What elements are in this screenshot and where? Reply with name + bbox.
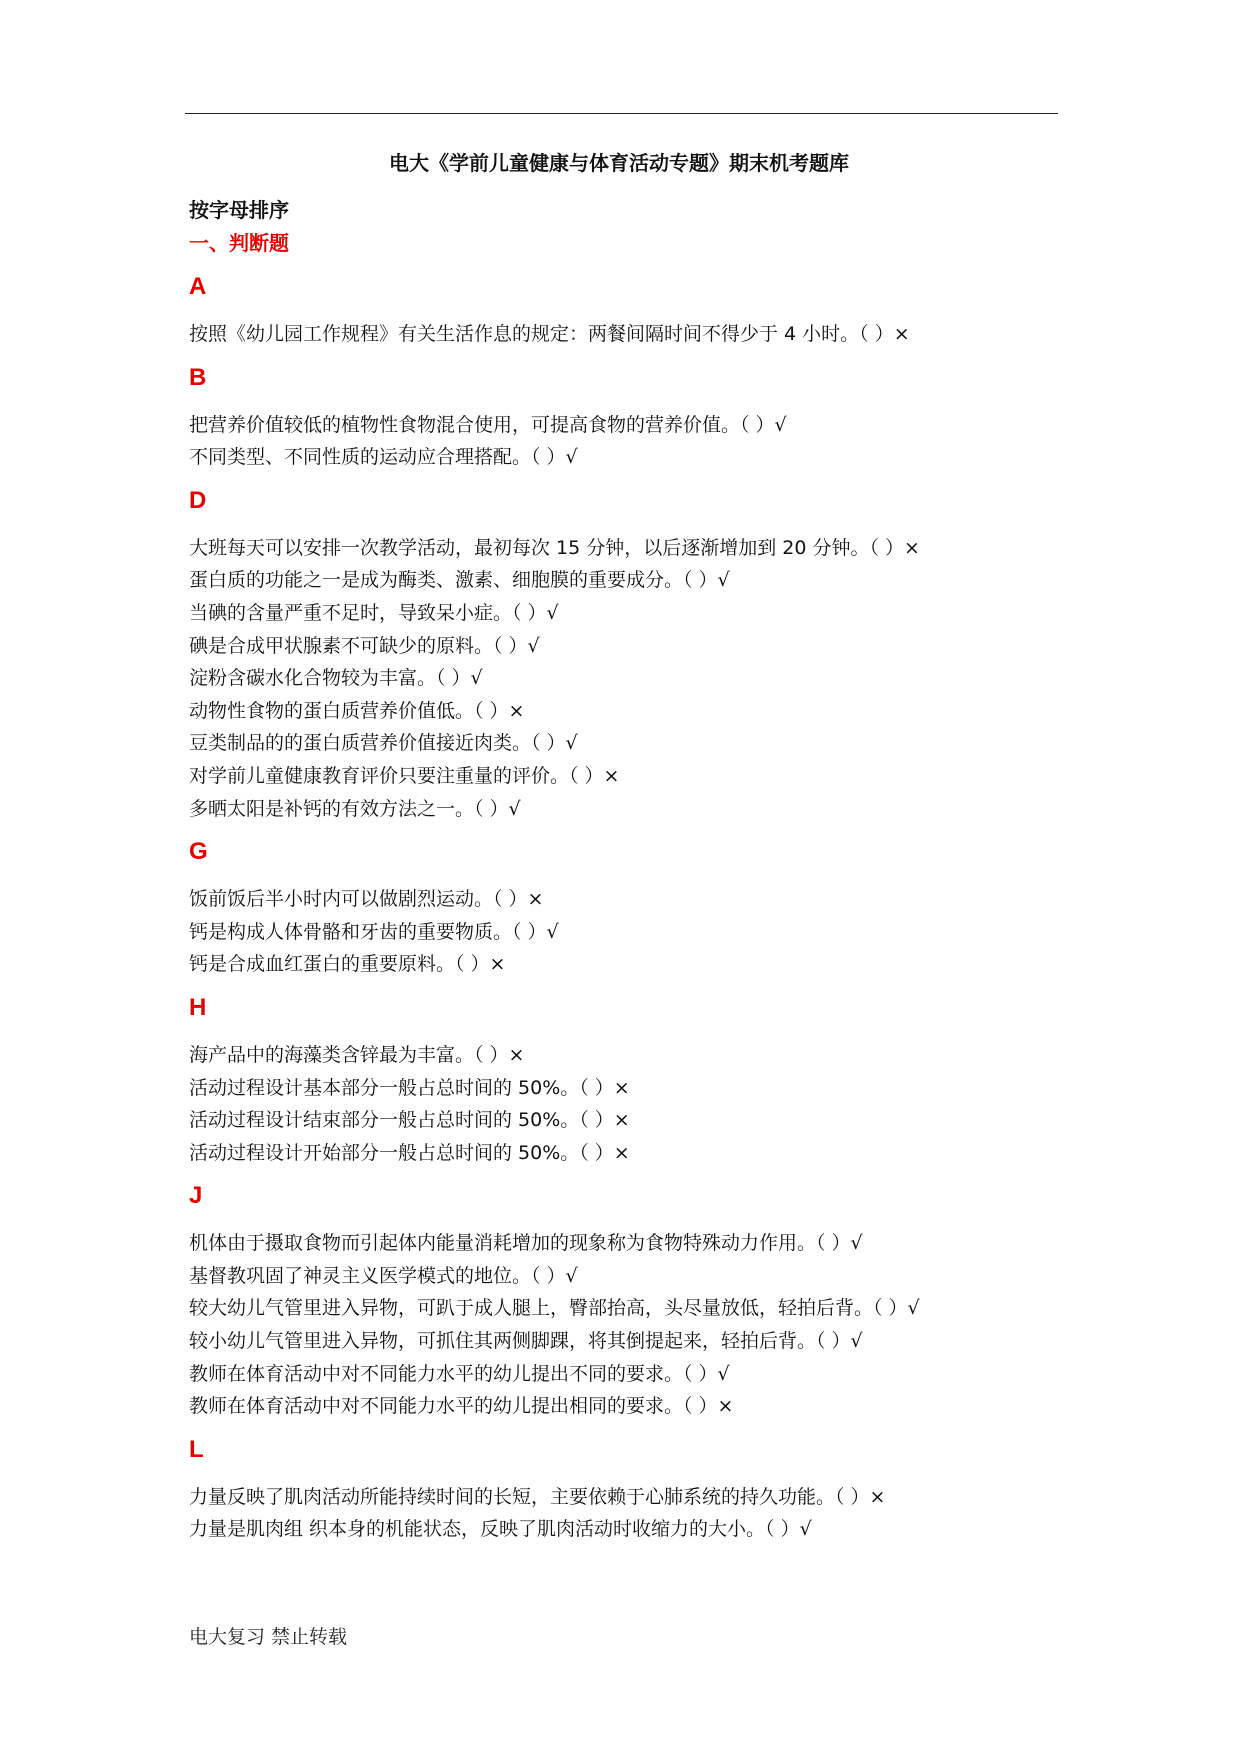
question-item: 活动过程设计基本部分一般占总时间的 50%。（ ）×	[189, 1076, 630, 1099]
question-item: 当碘的含量严重不足时，导致呆小症。（ ）√	[189, 601, 559, 624]
question-groups	[189, 270, 1069, 1546]
letter-group	[189, 835, 1069, 981]
letter-heading: L	[189, 1435, 204, 1463]
question-item: 活动过程设计开始部分一般占总时间的 50%。（ ）×	[189, 1141, 630, 1164]
letter-heading: B	[189, 363, 207, 391]
question-item: 较小幼儿气管里进入异物，可抓住其两侧脚踝，将其倒提起来，轻拍后背。（ ）√	[189, 1330, 863, 1353]
document-body	[189, 148, 1069, 1546]
question-item: 大班每天可以安排一次教学活动，最初每次 15 分钟，以后逐渐增加到 20 分钟。（ ）×	[189, 536, 920, 559]
letter-group	[189, 1433, 1069, 1546]
question-item: 机体由于摄取食物而引起体内能量消耗增加的现象称为食物特殊动力作用。（ ）√	[189, 1232, 863, 1255]
letter-heading: H	[189, 993, 207, 1021]
question-item: 钙是合成血红蛋白的重要原料。（ ）×	[189, 953, 506, 976]
question-item: 力量是肌肉组 织本身的机能状态，反映了肌肉活动时收缩力的大小。（ ）√	[189, 1518, 812, 1541]
question-item: 教师在体育活动中对不同能力水平的幼儿提出相同的要求。（ ）×	[189, 1395, 734, 1418]
letter-group	[189, 1179, 1069, 1423]
letter-group	[189, 270, 1069, 351]
question-item: 对学前儿童健康教育评价只要注重量的评价。（ ）×	[189, 764, 620, 787]
letter-group	[189, 991, 1069, 1169]
letter-heading: G	[189, 838, 208, 866]
question-item: 蛋白质的功能之一是成为酶类、激素、细胞膜的重要成分。（ ）√	[189, 569, 730, 592]
question-item: 按照《幼儿园工作规程》有关生活作息的规定：两餐间隔时间不得少于 4 小时。（ ）×	[189, 323, 910, 345]
question-item: 饭前饭后半小时内可以做剧烈运动。（ ）×	[189, 888, 544, 911]
question-item: 基督教巩固了神灵主义医学模式的地位。（ ）√	[189, 1264, 578, 1287]
question-item: 较大幼儿气管里进入异物，可趴于成人腿上，臀部抬高，头尽量放低，轻拍后背。（ ）√	[189, 1297, 920, 1320]
letter-group	[189, 361, 1069, 474]
question-item: 钙是构成人体骨骼和牙齿的重要物质。（ ）√	[189, 920, 559, 943]
header-rule	[185, 113, 1058, 114]
question-item: 碘是合成甲状腺素不可缺少的原料。（ ）√	[189, 634, 540, 657]
question-item: 海产品中的海藻类含锌最为丰富。（ ）×	[189, 1043, 525, 1066]
letter-heading: A	[189, 273, 207, 300]
question-item: 教师在体育活动中对不同能力水平的幼儿提出不同的要求。（ ）√	[189, 1362, 730, 1385]
page-footer: 电大复习 禁止转载	[189, 1626, 348, 1648]
question-item: 不同类型、不同性质的运动应合理搭配。（ ）√	[189, 446, 578, 469]
question-item: 多晒太阳是补钙的有效方法之一。（ ）√	[189, 797, 521, 820]
question-item: 动物性食物的蛋白质营养价值低。（ ）×	[189, 699, 525, 722]
section-heading: 一、判断题	[189, 231, 289, 255]
letter-group	[189, 484, 1069, 825]
letter-heading: J	[189, 1182, 203, 1210]
document-title: 电大《学前儿童健康与体育活动专题》期末机考题库	[389, 151, 849, 175]
question-item: 豆类制品的的蛋白质营养价值接近肉类。（ ）√	[189, 732, 578, 755]
question-item: 力量反映了肌肉活动所能持续时间的长短，主要依赖于心肺系统的持久功能。（ ）×	[189, 1485, 886, 1508]
question-item: 淀粉含碳水化合物较为丰富。（ ）√	[189, 667, 483, 690]
letter-heading: D	[189, 486, 207, 514]
question-item: 活动过程设计结束部分一般占总时间的 50%。（ ）×	[189, 1109, 630, 1132]
sort-label: 按字母排序	[189, 198, 289, 222]
question-item: 把营养价值较低的植物性食物混合使用，可提高食物的营养价值。（ ）√	[189, 413, 787, 436]
